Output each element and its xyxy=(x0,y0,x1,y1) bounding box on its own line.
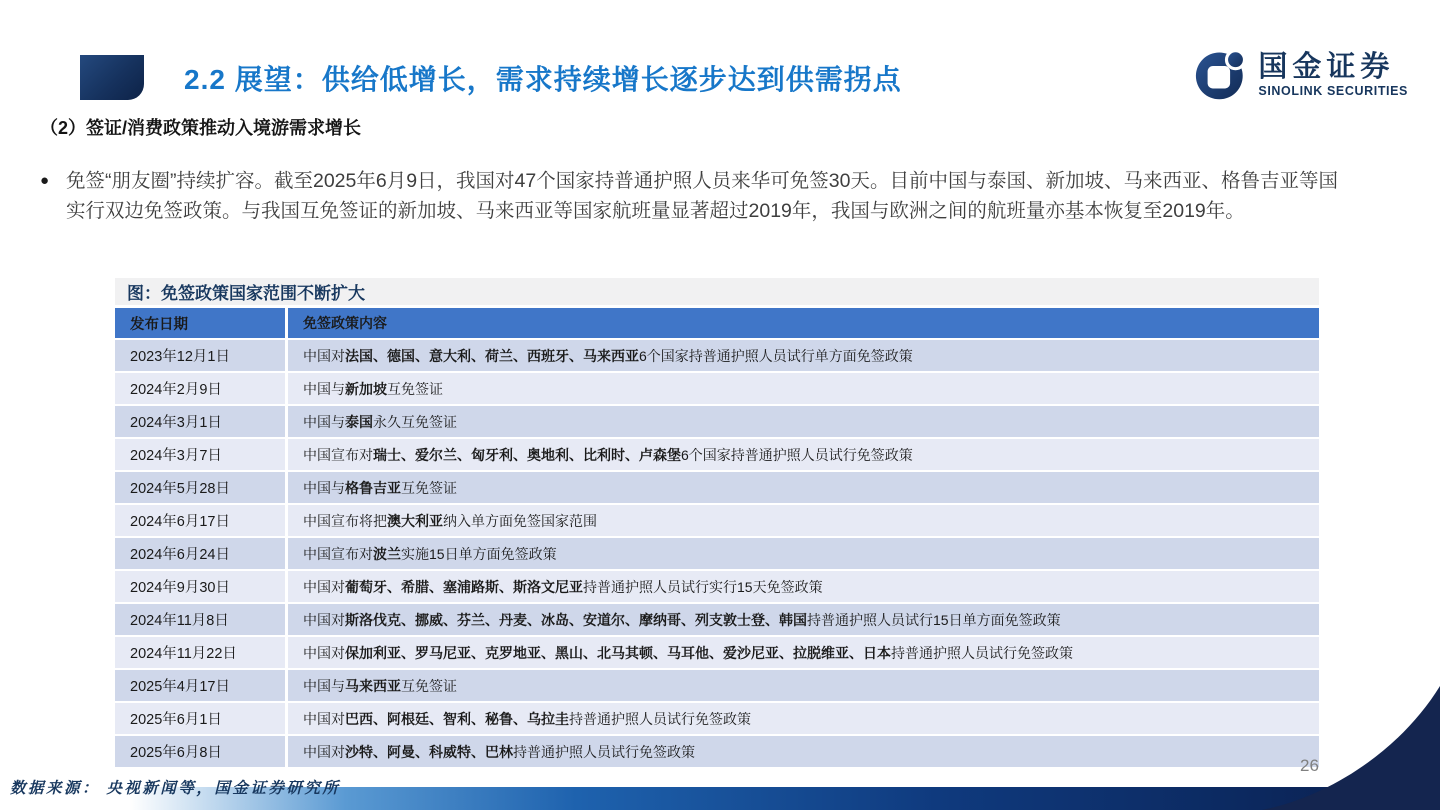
section-subtitle: （2）签证/消费政策推动入境游需求增长 xyxy=(40,118,362,138)
cell-policy-content: 中国与 泰国 永久互免签证 xyxy=(288,406,1319,437)
table-row xyxy=(115,340,1319,371)
page-number: 26 xyxy=(1300,756,1319,775)
cell-publish-date: 2024年11月22日 xyxy=(115,637,288,668)
cell-publish-date: 2024年6月17日 xyxy=(115,505,288,536)
cell-publish-date: 2024年3月1日 xyxy=(115,406,288,437)
table-body xyxy=(115,340,1319,767)
table-row xyxy=(115,604,1319,635)
brand-logo xyxy=(1195,48,1408,102)
page-title: 2.2 展望：供给低增长，需求持续增长逐步达到供需拐点 xyxy=(184,64,902,95)
brand-name-cn: 国金证券 xyxy=(1258,50,1395,83)
table-row xyxy=(115,670,1319,701)
column-header-policy: 免签政策内容 xyxy=(288,308,1319,338)
table-row xyxy=(115,406,1319,437)
cell-publish-date: 2024年3月7日 xyxy=(115,439,288,470)
figure-title: 图：免签政策国家范围不断扩大 xyxy=(115,278,1319,305)
corner-wave-shape xyxy=(1262,686,1440,810)
cell-publish-date: 2023年12月1日 xyxy=(115,340,288,371)
cell-policy-content: 中国宣布对 瑞士、爱尔兰、匈牙利、奥地利、比利时、卢森堡 6个国家持普通护照人员试行免签政策 xyxy=(288,439,1319,470)
cell-publish-date: 2025年4月17日 xyxy=(115,670,288,701)
table-row xyxy=(115,472,1319,503)
cell-policy-content: 中国宣布将把 澳大利亚 纳入单方面免签国家范围 xyxy=(288,505,1319,536)
cell-policy-content: 中国对 葡萄牙、希腊、塞浦路斯、斯洛文尼亚 持普通护照人员试行实行15天免签政策 xyxy=(288,571,1319,602)
brand-name-en: SINOLINK SECURITIES xyxy=(1258,84,1408,99)
table-row xyxy=(115,439,1319,470)
cell-publish-date: 2024年11月8日 xyxy=(115,604,288,635)
visa-policy-figure xyxy=(115,278,1319,769)
table-header-row xyxy=(115,308,1319,338)
cell-publish-date: 2025年6月8日 xyxy=(115,736,288,767)
cell-policy-content: 中国宣布对 波兰 实施15日单方面免签政策 xyxy=(288,538,1319,569)
table-row xyxy=(115,736,1319,767)
section-accent-block xyxy=(80,55,144,100)
table-row xyxy=(115,538,1319,569)
table-row xyxy=(115,373,1319,404)
bullet-icon: ● xyxy=(40,172,50,189)
cell-publish-date: 2024年9月30日 xyxy=(115,571,288,602)
cell-publish-date: 2024年2月9日 xyxy=(115,373,288,404)
cell-policy-content: 中国与 马来西亚 互免签证 xyxy=(288,670,1319,701)
cell-policy-content: 中国对 法国、德国、意大利、荷兰、西班牙、马来西亚 6个国家持普通护照人员试行单方面免签政策 xyxy=(288,340,1319,371)
cell-publish-date: 2024年5月28日 xyxy=(115,472,288,503)
table-row xyxy=(115,637,1319,668)
cell-policy-content: 中国对 保加利亚、罗马尼亚、克罗地亚、黑山、北马其顿、马耳他、爱沙尼亚、拉脱维亚、日本 持普通护照人员试行免签政策 xyxy=(288,637,1319,668)
cell-policy-content: 中国对 沙特、阿曼、科威特、巴林 持普通护照人员试行免签政策 xyxy=(288,736,1319,767)
table-row xyxy=(115,571,1319,602)
cell-policy-content: 中国对 巴西、阿根廷、智利、秘鲁、乌拉圭 持普通护照人员试行免签政策 xyxy=(288,703,1319,734)
table-row xyxy=(115,703,1319,734)
column-header-date: 发布日期 xyxy=(115,308,288,338)
sinolink-logo-icon xyxy=(1195,48,1249,102)
bullet-text: 免签“朋友圈”持续扩容。截至2025年6月9日，我国对47个国家持普通护照人员来华可免签30天。目前中国与泰国、新加坡、马来西亚、格鲁吉亚等国实行双边免签政策。与我国互免签证的新加坡、马来西亚等国家航班量显著超过2019年，我国与欧洲之间的航班量亦基本恢复至2019年。 xyxy=(66,170,1338,222)
cell-policy-content: 中国对 斯洛伐克、挪威、芬兰、丹麦、冰岛、安道尔、摩纳哥、列支敦士登、韩国 持普通护照人员试行15日单方面免签政策 xyxy=(288,604,1319,635)
bullet-paragraph xyxy=(40,166,1340,226)
cell-publish-date: 2024年6月24日 xyxy=(115,538,288,569)
cell-policy-content: 中国与 格鲁吉亚 互免签证 xyxy=(288,472,1319,503)
cell-publish-date: 2025年6月1日 xyxy=(115,703,288,734)
brand-logo-text xyxy=(1258,52,1408,99)
cell-policy-content: 中国与 新加坡 互免签证 xyxy=(288,373,1319,404)
table-row xyxy=(115,505,1319,536)
data-source-note: 数据来源： 央视新闻等，国金证券研究所 xyxy=(10,780,341,797)
